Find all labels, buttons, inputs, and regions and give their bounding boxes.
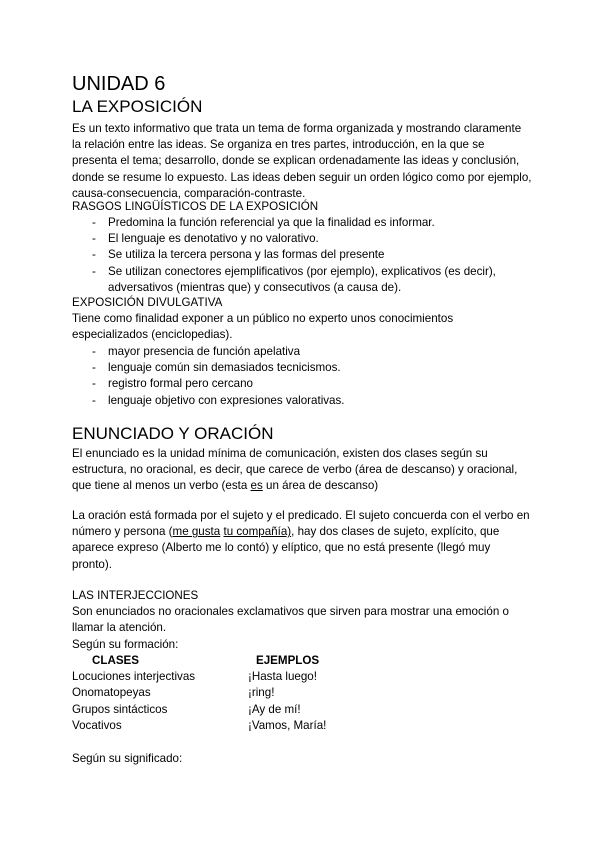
table-cell-clase: Grupos sintácticos xyxy=(72,702,168,716)
list-item: - lenguaje objetivo con expresiones valorativas. xyxy=(92,393,532,409)
list-item: - El lenguaje es denotativo y no valorativo. xyxy=(92,231,532,247)
table-row xyxy=(72,685,392,701)
underlined-verb-phrase: me gusta xyxy=(172,525,221,539)
table-cell-ejemplo: ¡Vamos, María! xyxy=(248,718,327,732)
column-header-ejemplos: EJEMPLOS xyxy=(256,654,320,667)
exposicion-intro: Es un texto informativo que trata un tema de forma organizada y mostrando claramente la relación entre las ideas. Se organiza en tres partes, introducción, en la que se presenta el tema; desarrollo, donde se explican ordenadamente las ideas y conclusión, donde se resume lo expuesto. Las ideas deben seguir un orden lógico como por ejemplo, causa-consecuencia, comparación-contraste. xyxy=(72,122,532,200)
table-cell-clase: Vocativos xyxy=(72,718,122,732)
oracion-text: La oración está formada por el sujeto y el predicado. El sujeto concuerda con el verbo en número y persona ( xyxy=(72,509,530,539)
list-item: - registro formal pero cercano xyxy=(92,376,532,392)
interjecciones-heading: LAS INTERJECCIONES xyxy=(72,589,199,602)
oracion-text-end: , hay dos clases de sujeto, explícito, que aparece expreso (Alberto me lo contó) y elíptico, que no está presente (llegó muy pronto). xyxy=(72,525,500,571)
section-title-enunciado: ENUNCIADO Y ORACIÓN xyxy=(72,424,274,443)
table-cell-ejemplo: ¡ring! xyxy=(248,686,275,700)
list-item: - lenguaje común sin demasiados tecnicismos. xyxy=(92,360,532,376)
enunciado-p1-text: El enunciado es la unidad mínima de comunicación, existen dos clases según su estructura, no oracional, es decir, que carece de verbo (área de descanso) y oracional, que tiene al menos un verbo (esta xyxy=(72,447,518,493)
divulgativa-text: Tiene como finalidad exponer a un público no experto unos conocimientos especializados (enciclopedias). xyxy=(72,312,454,342)
list-item: - Se utilizan conectores ejemplificativos (por ejemplo), explicativos (es decir), adversativos (mientras que) y consecutivos (a causa de). xyxy=(92,264,532,296)
enunciado-paragraph-2 xyxy=(72,508,532,573)
divulgativa-list xyxy=(92,344,532,409)
table-row xyxy=(72,702,392,718)
interjecciones-table xyxy=(72,653,392,734)
enunciado-p1-text-end: un área de descanso) xyxy=(262,479,379,493)
unit-title: UNIDAD 6 xyxy=(72,73,166,95)
list-item: - mayor presencia de función apelativa xyxy=(92,344,532,360)
list-item: - Predomina la función referencial ya que la finalidad es informar. xyxy=(92,215,532,231)
formacion-label: Según su formación: xyxy=(72,638,179,651)
underlined-verb: es xyxy=(250,479,263,493)
table-row xyxy=(72,669,392,685)
rasgos-list xyxy=(92,215,532,296)
interjecciones-text: Son enunciados no oracionales exclamativos que sirven para mostrar una emoción o llamar la atención. xyxy=(72,605,509,635)
underlined-subject: tu compañía) xyxy=(223,525,292,539)
table-cell-ejemplo: ¡Ay de mí! xyxy=(248,702,301,716)
enunciado-paragraph-1 xyxy=(72,446,532,495)
list-item: - Se utiliza la tercera persona y las formas del presente xyxy=(92,247,532,263)
table-row xyxy=(72,718,392,734)
rasgos-heading: RASGOS LINGÜÍSTICOS DE LA EXPOSICIÓN xyxy=(72,200,319,213)
section-title-exposicion: LA EXPOSICIÓN xyxy=(72,97,203,116)
divulgativa-heading: EXPOSICIÓN DIVULGATIVA xyxy=(72,296,223,309)
table-cell-ejemplo: ¡Hasta luego! xyxy=(248,670,317,684)
significado-label: Según su significado: xyxy=(72,752,183,765)
table-header-row xyxy=(72,653,392,669)
table-cell-clase: Onomatopeyas xyxy=(72,686,151,700)
table-cell-clase: Locuciones interjectivas xyxy=(72,670,196,684)
column-header-clases: CLASES xyxy=(92,654,140,667)
